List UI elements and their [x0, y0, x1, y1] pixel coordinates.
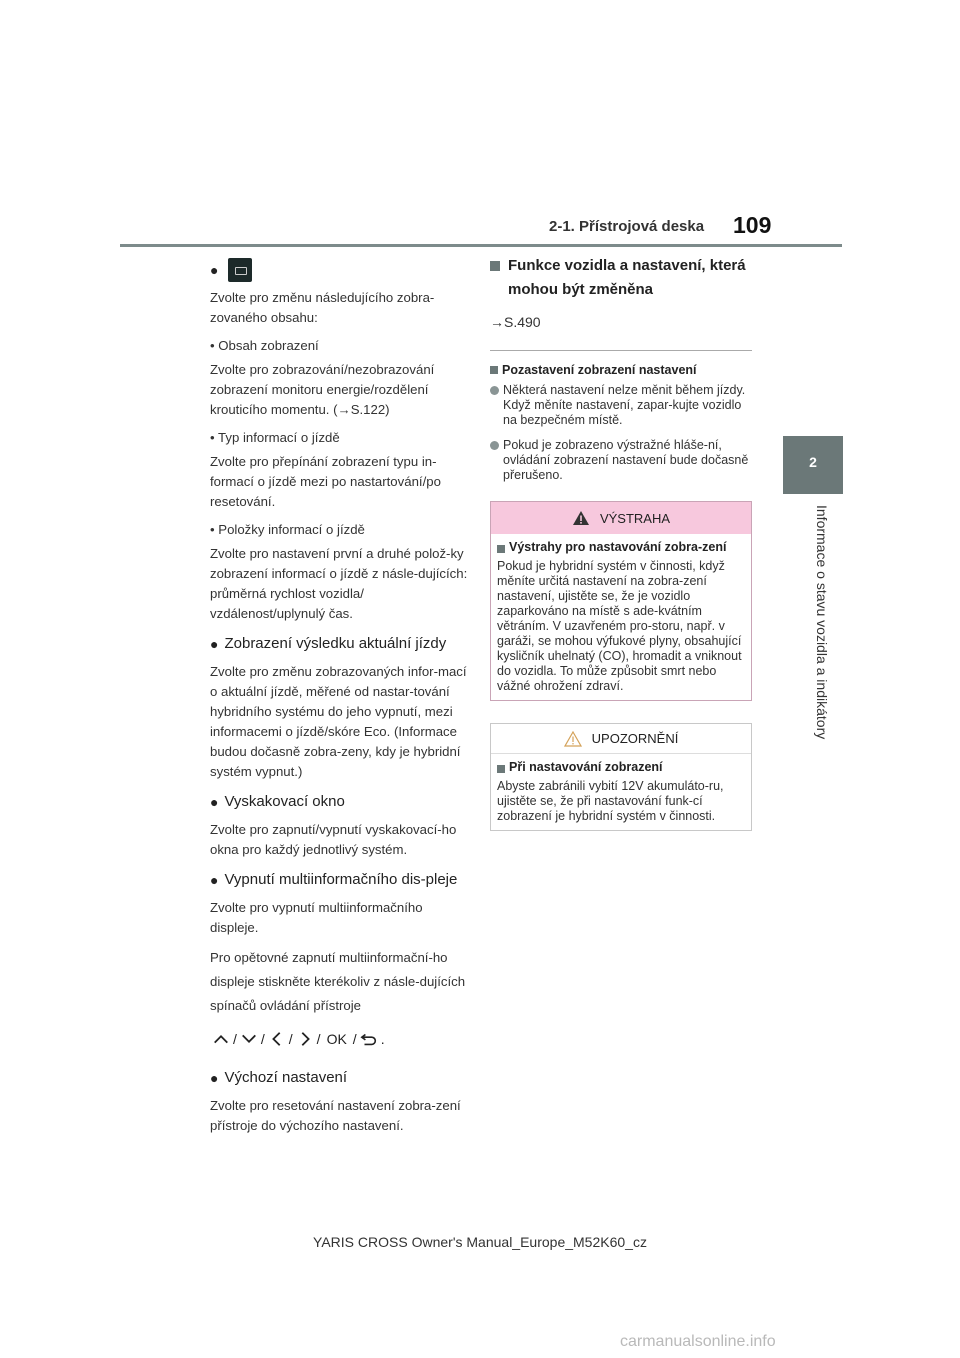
- display-settings-icon: [228, 258, 252, 282]
- chapter-tab: 2: [783, 436, 843, 494]
- square-bullet-icon: [490, 261, 500, 271]
- subheading: • Položky informací o jízdě: [210, 522, 365, 537]
- subsection-heading: Pozastavení zobrazení nastavení: [490, 361, 752, 379]
- section-title: 2-1. Přístrojová deska: [549, 218, 705, 235]
- paragraph: Zvolte pro změnu následujícího zobra-zovaného obsahu:: [210, 290, 435, 325]
- footer: YARIS CROSS Owner's Manual_Europe_M52K60_cz: [313, 1234, 647, 1250]
- chapter-title: Informace o stavu vozidla a indikátory: [814, 505, 830, 740]
- caution-icon: [564, 731, 582, 747]
- item-heading: ● Vyskakovací okno: [210, 790, 472, 814]
- warning-body: [491, 534, 751, 700]
- paragraph: Zvolte pro vypnutí multiinformačního displeje.: [210, 900, 423, 935]
- bullet-icon: ●: [210, 794, 219, 810]
- paragraph: Zvolte pro zapnutí/vypnutí vyskakovací-ho okna pro každý jednotlivý systém.: [210, 822, 457, 857]
- chevron-down-icon: [240, 1030, 258, 1048]
- page-reference: →S.490: [490, 314, 541, 330]
- bullet-icon: ●: [210, 872, 219, 888]
- chevron-up-icon: [212, 1030, 230, 1048]
- item-heading: ● Vypnutí multiinformačního dis-pleje: [210, 868, 472, 892]
- subheading: • Obsah zobrazení: [210, 338, 319, 353]
- page-number: 109: [733, 212, 772, 238]
- warning-title: VÝSTRAHA: [491, 502, 751, 534]
- paragraph: Zvolte pro nastavení první a druhé polož-ky zobrazení informací o jízdě z násle-dujících: průměrná rychlost vozidla/ vzdálenost/uplynulý čas.: [210, 546, 468, 621]
- warning-box: [490, 501, 752, 701]
- back-icon: [360, 1030, 378, 1048]
- right-column: [490, 254, 752, 831]
- divider: [490, 350, 752, 351]
- control-keys: / / / / OK / .: [212, 1026, 472, 1052]
- section-heading: Funkce vozidla a nastavení, která mohou být změněna: [490, 254, 752, 302]
- warning-text: Pokud je hybridní systém v činnosti, když měníte určitá nastavení na zobra-zení nastavení, ujistěte se, že je vozidlo zaparkováno na místě s ade-kvátním větráním. V uzavřeném pro-storu, např. v garáži, se mohou výfukové plyny, obsahující kysličník uhelnatý (CO), hromadit a vniknout do vozidla. To může způsobit smrt nebo vážné ohrožení zdraví.: [497, 559, 742, 693]
- item-heading: ● Výchozí nastavení: [210, 1066, 472, 1090]
- square-bullet-icon: [497, 545, 505, 553]
- notice-body: [491, 754, 751, 830]
- left-column: [210, 258, 472, 1144]
- ok-key-label: OK: [326, 1031, 347, 1047]
- circle-bullet-icon: [490, 441, 499, 450]
- watermark: carmanualsonline.info: [620, 1333, 776, 1350]
- square-bullet-icon: [497, 765, 505, 773]
- subheading: • Typ informací o jízdě: [210, 430, 340, 445]
- warning-icon: [572, 510, 590, 526]
- square-bullet-icon: [490, 366, 498, 374]
- notice-box: [490, 723, 752, 831]
- notice-title: UPOZORNĚNÍ: [491, 724, 751, 754]
- circle-bullet-icon: [490, 386, 499, 395]
- bullet-icon: ●: [210, 636, 219, 652]
- paragraph: Pro opětovné zapnutí multiinformační-ho displeje stiskněte kterékoliv z násle-dujících spínačů ovládání přístroje: [210, 950, 466, 1013]
- notice-text: Abyste zabránili vybití 12V akumuláto-ru, ujistěte se, že při nastavování funk-cí zobrazení je hybridní systém v činnosti.: [497, 779, 724, 823]
- chevron-left-icon: [268, 1030, 286, 1048]
- list-item: Pokud je zobrazeno výstražné hláše-ní, ovládání zobrazení nastavení bude dočasně přerušeno.: [490, 438, 752, 483]
- item-heading: ● Zobrazení výsledku aktuální jízdy: [210, 632, 472, 656]
- list-item: Některá nastavení nelze měnit během jízdy. Když měníte nastavení, zapar-kujte vozidlo na bezpečném místě.: [490, 383, 752, 428]
- notice-heading: Při nastavování zobrazení: [497, 760, 745, 775]
- paragraph: Zvolte pro resetování nastavení zobra-zení přístroje do výchozího nastavení.: [210, 1098, 461, 1133]
- item-display-settings: [210, 258, 472, 282]
- bullet-icon: ●: [210, 1070, 219, 1086]
- header-rule: [120, 244, 842, 247]
- paragraph: Zvolte pro změnu zobrazovaných infor-mací o aktuální jízdě, měřené od nastar-tování hybridního systému do jeho vypnutí, mezi informacemi o jízdě/skóre Eco. (Informace budou dočasně zobra-zeny, kdy je hybridní systém vypnut.): [210, 664, 467, 779]
- paragraph: Zvolte pro zobrazování/nezobrazování zobrazení monitoru energie/rozdělení krouticího momentu. (→S.122): [210, 362, 435, 417]
- bullet-icon: ●: [210, 262, 219, 278]
- chevron-right-icon: [296, 1030, 314, 1048]
- paragraph: Zvolte pro přepínání zobrazení typu in-formací o jízdě mezi po nastartování/po resetování.: [210, 454, 441, 509]
- warning-heading: Výstrahy pro nastavování zobra-zení: [497, 540, 745, 555]
